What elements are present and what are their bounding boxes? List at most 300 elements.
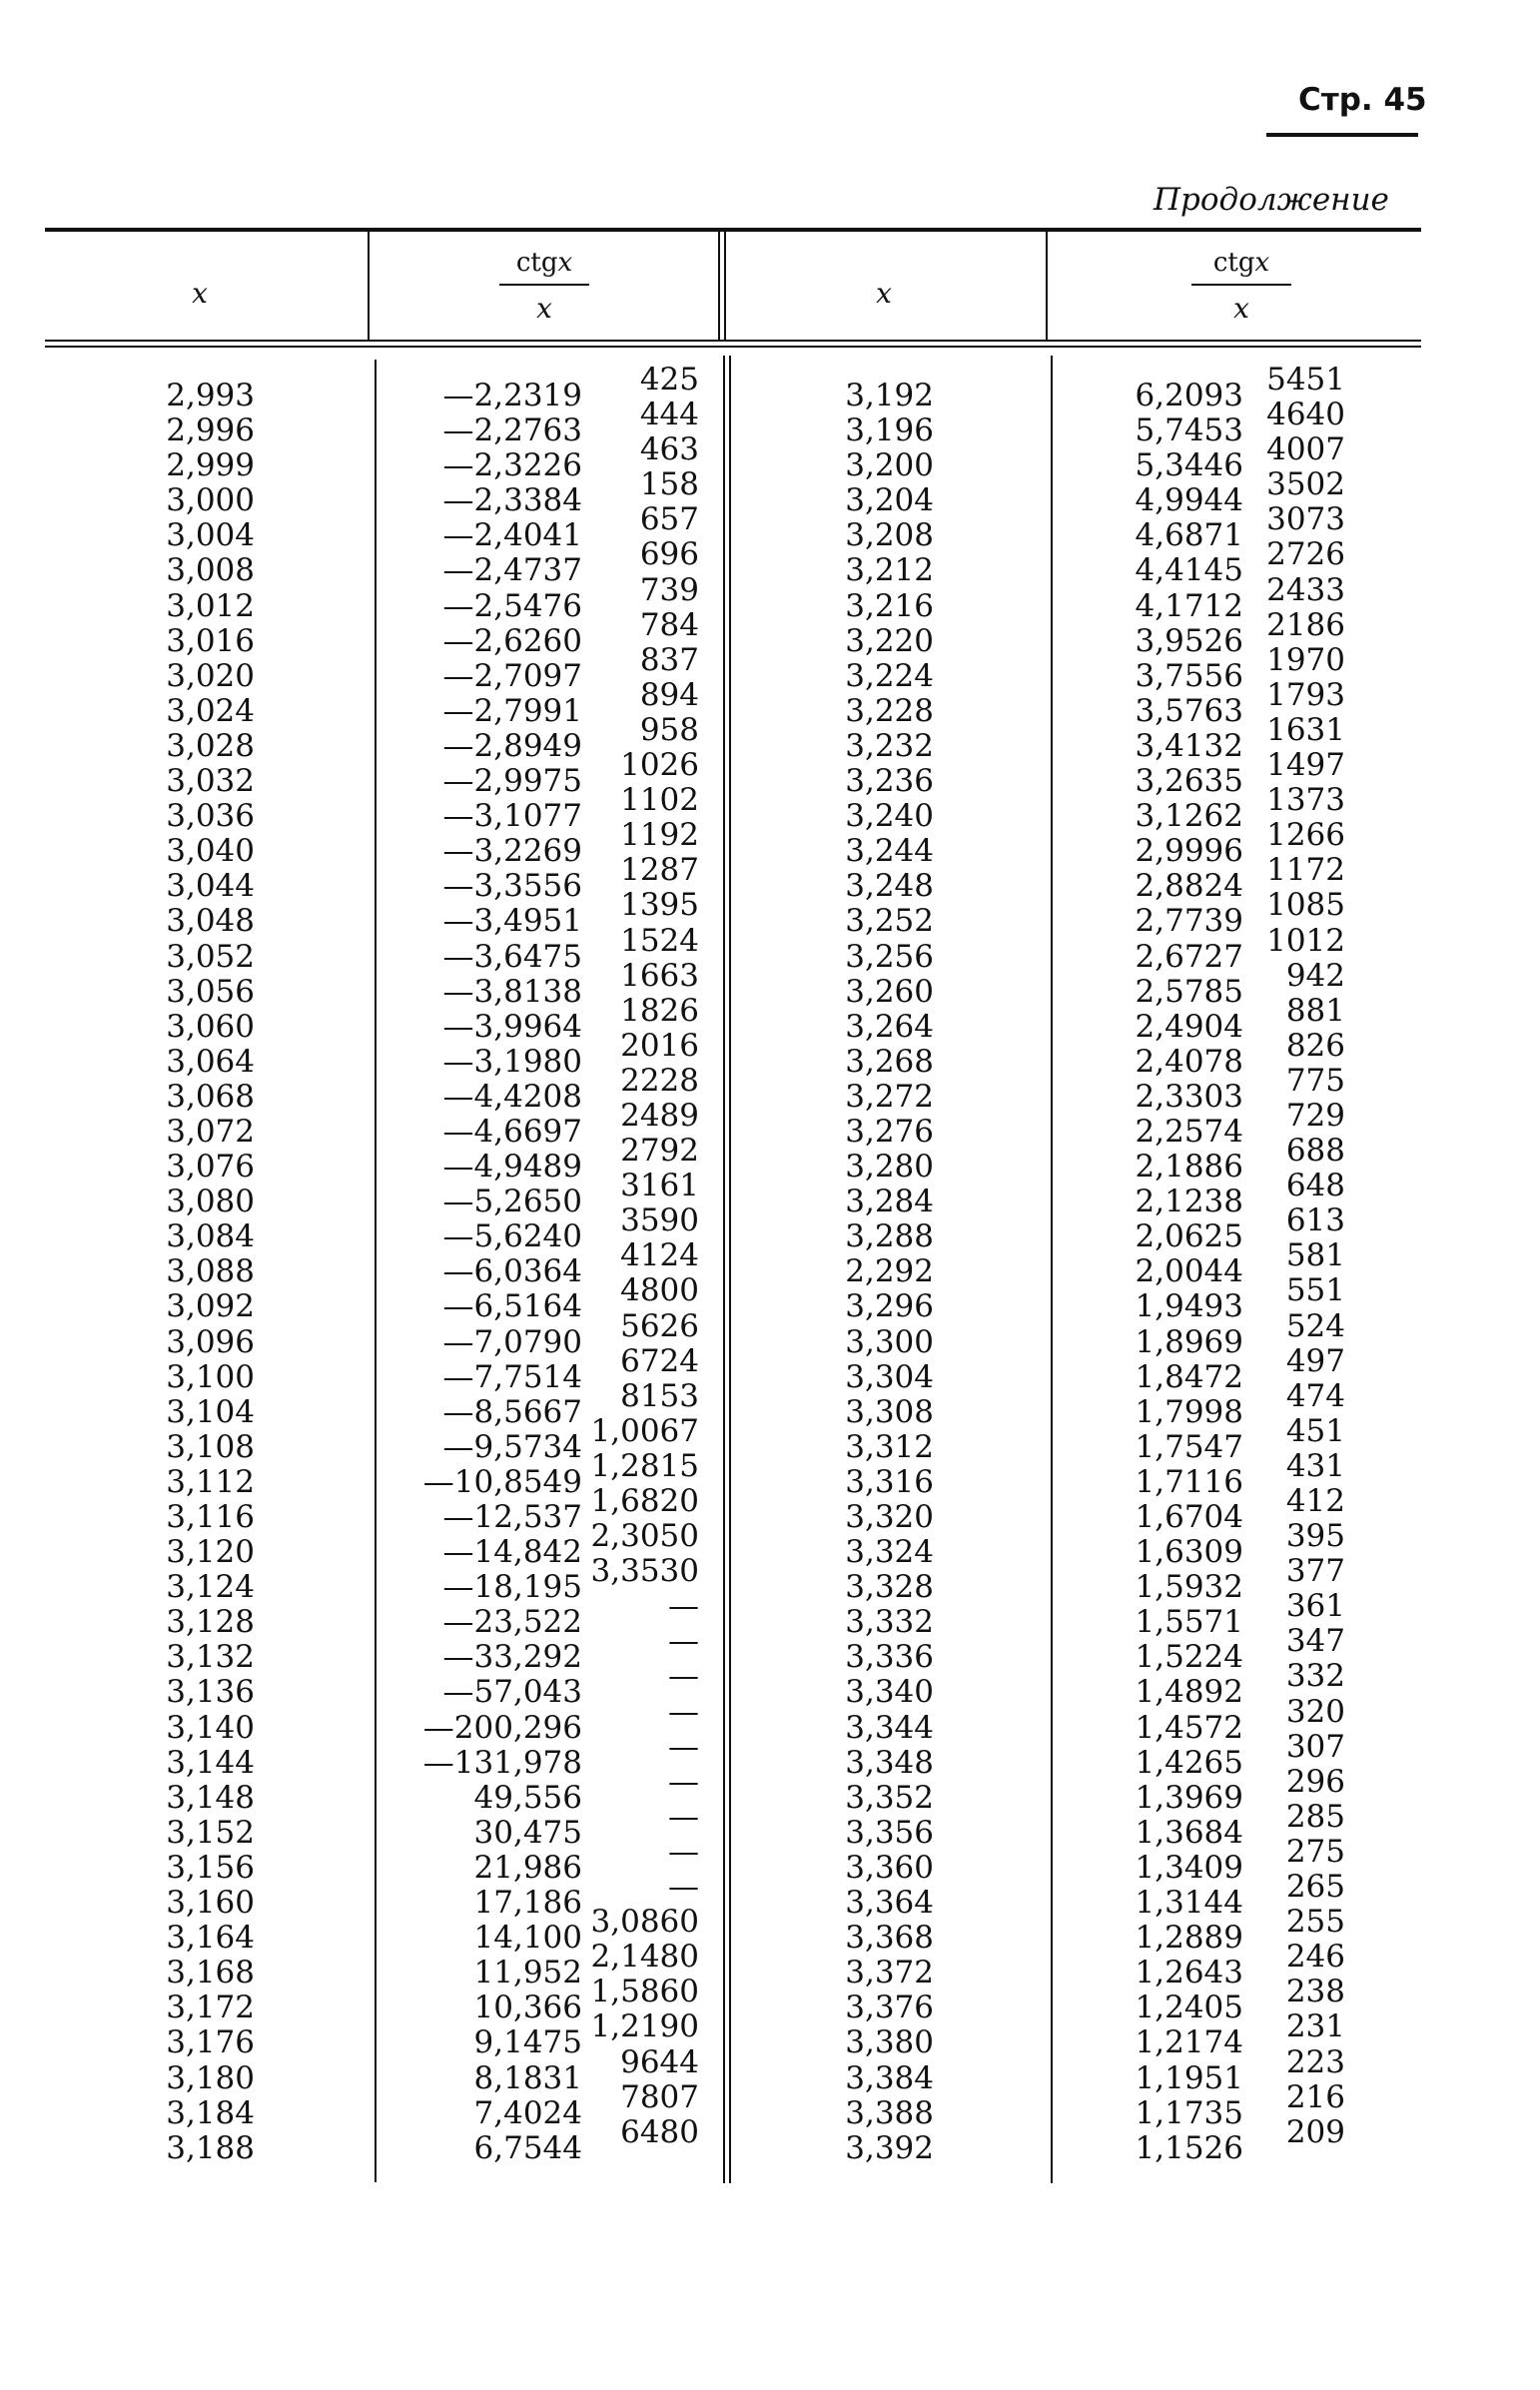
right-diff-cell: 275: [1285, 1833, 1345, 1870]
left-x-cell: 3,160: [166, 1885, 255, 1922]
right-x-cell: 3,276: [845, 1113, 934, 1150]
right-ctg-cell: 1,6704: [1135, 1499, 1243, 1535]
right-x-cell: 3,304: [845, 1358, 934, 1395]
left-diff-cell: 1,6820: [590, 1483, 699, 1519]
right-diff-cell: 451: [1285, 1412, 1345, 1449]
right-ctg-cell: 2,5785: [1135, 973, 1243, 1010]
right-diff-cell: 216: [1285, 2078, 1345, 2115]
left-x-cell: 3,064: [166, 1043, 255, 1080]
right-x-cell: 3,196: [845, 412, 934, 449]
right-x-cell: 3,368: [845, 1920, 934, 1957]
right-ctg-cell: 3,2635: [1135, 763, 1243, 800]
left-diff-cell: 1826: [620, 992, 699, 1029]
left-diff-cell: 837: [639, 641, 699, 678]
left-diff-cell: 3590: [620, 1202, 699, 1239]
left-ctg-cell: —2,8949: [442, 727, 582, 764]
continued-label: Продолжение: [1154, 182, 1389, 218]
left-x-cell: 3,036: [166, 798, 255, 835]
left-x-cell: 3,032: [166, 763, 255, 800]
left-x-cell: 3,004: [166, 517, 255, 554]
right-diff-cell: 1012: [1266, 922, 1345, 959]
right-x-cell: 3,356: [845, 1814, 934, 1851]
right-x-cell: 3,264: [845, 1008, 934, 1045]
left-ctg-cell: —6,0364: [442, 1253, 582, 1290]
right-ctg-cell: 2,2574: [1135, 1113, 1243, 1150]
right-x-cell: 3,220: [845, 622, 934, 659]
left-x-cell: 3,068: [166, 1078, 255, 1115]
left-diff-cell: —: [668, 1798, 699, 1835]
right-ctg-cell: 4,4145: [1135, 552, 1243, 589]
right-x-cell: 3,380: [845, 2024, 934, 2061]
right-x-cell: 3,384: [845, 2059, 934, 2096]
right-x-cell: 3,308: [845, 1393, 934, 1430]
right-x-cell: 3,296: [845, 1288, 934, 1325]
right-x-cell: 3,376: [845, 1990, 934, 2026]
left-x-cell: 3,148: [166, 1779, 255, 1816]
left-x-cell: 3,152: [166, 1814, 255, 1851]
right-ctg-cell: 2,1238: [1135, 1184, 1243, 1220]
left-diff-cell: 158: [639, 466, 699, 503]
left-diff-cell: 3161: [620, 1168, 699, 1204]
left-x-cell: 3,120: [166, 1534, 255, 1571]
right-diff-cell: 1793: [1266, 676, 1345, 713]
right-x-cell: 3,328: [845, 1569, 934, 1606]
left-x-cell: 3,080: [166, 1184, 255, 1220]
left-diff-cell: —: [668, 1728, 699, 1765]
left-ctg-cell: 6,7544: [473, 2129, 582, 2166]
left-diff-cell: 1524: [620, 922, 699, 959]
right-diff-cell: 4007: [1266, 431, 1345, 468]
left-ctg-cell: —23,522: [442, 1604, 582, 1641]
right-diff-cell: 613: [1285, 1202, 1345, 1239]
left-ctg-cell: —2,5476: [442, 587, 582, 624]
left-diff-cell: 739: [639, 571, 699, 608]
left-ctg-cell: —3,8138: [442, 973, 582, 1010]
left-ctg-cell: 8,1831: [473, 2059, 582, 2096]
right-x-cell: 3,216: [845, 587, 934, 624]
right-ctg-cell: 2,0044: [1135, 1253, 1243, 1290]
left-x-cell: 3,164: [166, 1920, 255, 1957]
right-ctg-cell: 1,5932: [1135, 1569, 1243, 1606]
left-diff-cell: 958: [639, 711, 699, 748]
left-x-cell: 3,116: [166, 1499, 255, 1535]
header-ctg-right-var: x: [1254, 248, 1270, 278]
right-x-cell: 3,360: [845, 1849, 934, 1886]
right-ctg-cell: 1,2643: [1135, 1955, 1243, 1992]
divider-middle-b: [724, 232, 726, 340]
header-ctg-right-fn: ctg: [1212, 248, 1255, 278]
left-ctg-cell: —33,292: [442, 1639, 582, 1676]
right-diff-cell: 1497: [1266, 747, 1345, 784]
left-x-cell: 3,060: [166, 1008, 255, 1045]
left-x-cell: 3,108: [166, 1428, 255, 1465]
header-ctg-left-var: x: [557, 248, 573, 278]
right-ctg-cell: 4,6871: [1135, 517, 1243, 554]
left-diff-cell: —: [668, 1693, 699, 1730]
left-diff-cell: 1,2815: [590, 1447, 699, 1484]
left-ctg-cell: 49,556: [473, 1779, 582, 1816]
left-x-cell: 3,096: [166, 1323, 255, 1360]
right-ctg-cell: 2,1886: [1135, 1149, 1243, 1186]
left-x-cell: 3,128: [166, 1604, 255, 1641]
left-diff-cell: 9644: [620, 2043, 699, 2080]
right-ctg-cell: 1,9493: [1135, 1288, 1243, 1325]
right-diff-cell: 1172: [1266, 852, 1345, 889]
right-x-cell: 3,232: [845, 727, 934, 764]
right-x-cell: 3,348: [845, 1744, 934, 1781]
right-ctg-cell: 2,8824: [1135, 868, 1243, 905]
right-diff-cell: 296: [1285, 1763, 1345, 1800]
left-diff-cell: 2,3050: [590, 1518, 699, 1555]
left-ctg-cell: 7,4024: [473, 2094, 582, 2131]
divider-right: [1046, 232, 1048, 340]
right-x-cell: 3,320: [845, 1499, 934, 1535]
right-ctg-cell: 4,1712: [1135, 587, 1243, 624]
left-ctg-cell: —3,3556: [442, 868, 582, 905]
right-ctg-cell: 1,2174: [1135, 2024, 1243, 2061]
right-diff-cell: 307: [1285, 1728, 1345, 1765]
right-diff-cell: 2186: [1266, 606, 1345, 643]
right-diff-cell: 729: [1285, 1097, 1345, 1134]
left-ctg-cell: —7,7514: [442, 1358, 582, 1395]
left-x-cell: 2,996: [166, 412, 255, 449]
right-ctg-cell: 1,3144: [1135, 1885, 1243, 1922]
right-x-cell: 3,284: [845, 1184, 934, 1220]
right-ctg-cell: 1,8969: [1135, 1323, 1243, 1360]
right-diff-cell: 320: [1285, 1693, 1345, 1730]
right-diff-cell: 3502: [1266, 466, 1345, 503]
divider-middle-a: [718, 232, 720, 340]
left-diff-cell: 1192: [620, 817, 699, 854]
right-diff-cell: 775: [1285, 1062, 1345, 1099]
left-ctg-cell: —131,978: [422, 1744, 582, 1781]
left-ctg-cell: —2,3384: [442, 482, 582, 519]
right-ctg-cell: 2,3303: [1135, 1078, 1243, 1115]
right-ctg-cell: 1,4265: [1135, 1744, 1243, 1781]
right-diff-cell: 3073: [1266, 501, 1345, 538]
right-ctg-cell: 1,1526: [1135, 2129, 1243, 2166]
left-diff-cell: 8153: [620, 1377, 699, 1414]
right-diff-cell: 648: [1285, 1168, 1345, 1204]
left-ctg-cell: —4,4208: [442, 1078, 582, 1115]
left-diff-cell: 2228: [620, 1062, 699, 1099]
left-ctg-cell: 10,366: [473, 1990, 582, 2026]
right-diff-cell: 1373: [1266, 782, 1345, 819]
right-diff-cell: 551: [1285, 1272, 1345, 1309]
header-fraction-line-left: [499, 284, 589, 286]
right-diff-cell: 431: [1285, 1447, 1345, 1484]
right-diff-cell: 474: [1285, 1377, 1345, 1414]
left-x-cell: 3,028: [166, 727, 255, 764]
right-diff-cell: 347: [1285, 1623, 1345, 1660]
left-x-cell: 3,124: [166, 1569, 255, 1606]
left-diff-cell: 2016: [620, 1027, 699, 1064]
right-x-cell: 3,388: [845, 2094, 934, 2131]
divider-middle-body-a: [723, 356, 725, 2183]
left-ctg-cell: —3,2269: [442, 833, 582, 870]
right-x-cell: 3,352: [845, 1779, 934, 1816]
left-ctg-cell: —8,5667: [442, 1393, 582, 1430]
header-ctg-left-fn: ctg: [515, 248, 558, 278]
left-diff-cell: 1287: [620, 852, 699, 889]
page-number-rule: [1266, 133, 1418, 137]
right-ctg-cell: 3,4132: [1135, 727, 1243, 764]
left-x-cell: 3,176: [166, 2024, 255, 2061]
right-x-cell: 3,224: [845, 657, 934, 694]
left-diff-cell: 425: [639, 362, 699, 398]
right-diff-cell: 524: [1285, 1307, 1345, 1344]
left-diff-cell: 3,3530: [590, 1553, 699, 1590]
right-diff-cell: 881: [1285, 992, 1345, 1029]
header-x-left: x: [192, 277, 208, 310]
right-diff-cell: 412: [1285, 1483, 1345, 1519]
right-x-cell: 3,392: [845, 2129, 934, 2166]
divider-middle-body-b: [729, 356, 731, 2183]
left-x-cell: 3,104: [166, 1393, 255, 1430]
left-x-cell: 3,084: [166, 1218, 255, 1255]
left-x-cell: 3,076: [166, 1149, 255, 1186]
right-diff-cell: 4640: [1266, 397, 1345, 433]
left-ctg-cell: 14,100: [473, 1920, 582, 1957]
right-x-cell: 3,208: [845, 517, 934, 554]
right-ctg-cell: 3,7556: [1135, 657, 1243, 694]
left-diff-cell: 463: [639, 431, 699, 468]
right-diff-cell: 1631: [1266, 711, 1345, 748]
left-diff-cell: 4124: [620, 1237, 699, 1274]
right-x-cell: 3,236: [845, 763, 934, 800]
left-x-cell: 3,056: [166, 973, 255, 1010]
right-x-cell: 3,268: [845, 1043, 934, 1080]
right-diff-cell: 581: [1285, 1237, 1345, 1274]
left-diff-cell: 894: [639, 676, 699, 713]
right-x-cell: 3,288: [845, 1218, 934, 1255]
right-ctg-cell: 1,7547: [1135, 1428, 1243, 1465]
right-x-cell: 3,244: [845, 833, 934, 870]
left-ctg-cell: —57,043: [442, 1674, 582, 1711]
header-bottom-rule-2: [45, 346, 1421, 348]
left-ctg-cell: —10,8549: [422, 1463, 582, 1500]
right-diff-cell: 285: [1285, 1798, 1345, 1835]
left-diff-cell: 3,0860: [590, 1904, 699, 1941]
left-ctg-column: [394, 379, 582, 2166]
right-diff-cell: 826: [1285, 1027, 1345, 1064]
header-ctg-left: [499, 248, 589, 278]
left-diff-cell: 784: [639, 606, 699, 643]
right-diff-cell: 265: [1285, 1869, 1345, 1906]
right-x-cell: 3,332: [845, 1604, 934, 1641]
left-x-cell: 3,132: [166, 1639, 255, 1676]
header-fraction-line-right: [1191, 284, 1291, 286]
divider-left-body: [375, 360, 377, 2182]
right-ctg-cell: 3,1262: [1135, 798, 1243, 835]
right-ctg-cell: 1,7116: [1135, 1463, 1243, 1500]
right-x-cell: 3,248: [845, 868, 934, 905]
left-ctg-cell: —5,6240: [442, 1218, 582, 1255]
right-ctg-cell: 1,2405: [1135, 1990, 1243, 2026]
divider-left: [368, 232, 370, 340]
left-x-cell: 3,044: [166, 868, 255, 905]
left-diff-cell: —: [668, 1588, 699, 1625]
right-x-cell: 3,240: [845, 798, 934, 835]
right-diff-cell: 377: [1285, 1553, 1345, 1590]
right-x-cell: 3,200: [845, 447, 934, 484]
right-diff-cell: 1970: [1266, 641, 1345, 678]
left-ctg-cell: —12,537: [442, 1499, 582, 1535]
left-ctg-cell: —4,9489: [442, 1149, 582, 1186]
right-ctg-cell: 6,2093: [1135, 378, 1243, 413]
left-ctg-cell: —3,6475: [442, 938, 582, 975]
right-x-cell: 3,256: [845, 938, 934, 975]
left-diff-cell: 1102: [620, 782, 699, 819]
left-ctg-cell: 9,1475: [473, 2024, 582, 2061]
left-ctg-cell: —14,842: [442, 1534, 582, 1571]
right-ctg-cell: 1,4572: [1135, 1709, 1243, 1746]
right-x-cell: 3,340: [845, 1674, 934, 1711]
left-diff-cell: —: [668, 1623, 699, 1660]
left-x-cell: 3,020: [166, 657, 255, 694]
right-x-cell: 3,280: [845, 1149, 934, 1186]
left-ctg-cell: —18,195: [442, 1569, 582, 1606]
left-ctg-cell: 21,986: [473, 1849, 582, 1886]
header-bottom-rule: [45, 340, 1421, 342]
right-x-cell: 3,324: [845, 1534, 934, 1571]
right-diff-cell: 361: [1285, 1588, 1345, 1625]
left-diff-cell: —: [668, 1833, 699, 1870]
right-diff-cell: 255: [1285, 1904, 1345, 1941]
left-diff-cell: 2792: [620, 1133, 699, 1170]
left-x-cell: 3,052: [166, 938, 255, 975]
right-diff-cell: 2726: [1266, 536, 1345, 573]
right-ctg-cell: 2,4078: [1135, 1043, 1243, 1080]
right-x-cell: 2,292: [845, 1253, 934, 1290]
right-diff-cell: 209: [1285, 2113, 1345, 2150]
left-ctg-cell: —3,9964: [442, 1008, 582, 1045]
right-x-cell: 3,312: [845, 1428, 934, 1465]
header-ctg-right: [1191, 248, 1291, 278]
right-diff-cell: 5451: [1266, 362, 1345, 398]
right-x-cell: 3,364: [845, 1885, 934, 1922]
left-diff-cell: 2,1480: [590, 1939, 699, 1976]
left-diff-cell: 1,5860: [590, 1974, 699, 2010]
left-x-cell: 3,072: [166, 1113, 255, 1150]
left-x-cell: 3,048: [166, 903, 255, 940]
right-x-cell: 3,212: [845, 552, 934, 589]
right-ctg-cell: 2,7739: [1135, 903, 1243, 940]
left-ctg-cell: —6,5164: [442, 1288, 582, 1325]
left-x-cell: 3,008: [166, 552, 255, 589]
left-x-cell: 3,140: [166, 1709, 255, 1746]
left-x-cell: 3,172: [166, 1990, 255, 2026]
left-x-column: [100, 379, 255, 2166]
left-x-cell: 3,024: [166, 692, 255, 729]
right-x-column: [779, 379, 934, 2166]
left-x-cell: 3,088: [166, 1253, 255, 1290]
right-diff-cell: 497: [1285, 1342, 1345, 1379]
right-diff-cell: 332: [1285, 1658, 1345, 1695]
right-diff-cell: 231: [1285, 2008, 1345, 2045]
right-ctg-cell: 2,6727: [1135, 938, 1243, 975]
left-x-cell: 3,000: [166, 482, 255, 519]
left-diff-cell: 657: [639, 501, 699, 538]
left-diff-cell: —: [668, 1658, 699, 1695]
left-ctg-cell: —3,1077: [442, 798, 582, 835]
left-diff-cell: 4800: [620, 1272, 699, 1309]
left-diff-cell: 1395: [620, 887, 699, 924]
right-x-cell: 3,260: [845, 973, 934, 1010]
right-ctg-cell: 2,9996: [1135, 833, 1243, 870]
right-ctg-cell: 1,5571: [1135, 1604, 1243, 1641]
left-ctg-cell: —2,7991: [442, 692, 582, 729]
right-ctg-cell: 1,7998: [1135, 1393, 1243, 1430]
right-x-cell: 3,228: [845, 692, 934, 729]
left-diff-cell: 444: [639, 397, 699, 433]
left-x-cell: 3,144: [166, 1744, 255, 1781]
left-diff-cell: 6724: [620, 1342, 699, 1379]
left-x-cell: 2,993: [166, 378, 255, 413]
right-ctg-cell: 3,9526: [1135, 622, 1243, 659]
left-diff-cell: 6480: [620, 2113, 699, 2150]
left-x-cell: 3,092: [166, 1288, 255, 1325]
left-x-cell: 3,168: [166, 1955, 255, 1992]
right-x-cell: 3,336: [845, 1639, 934, 1676]
right-ctg-cell: 2,0625: [1135, 1218, 1243, 1255]
divider-right-body: [1051, 356, 1053, 2183]
right-diff-cell: 395: [1285, 1518, 1345, 1555]
left-ctg-cell: 11,952: [473, 1955, 582, 1992]
right-x-cell: 3,372: [845, 1955, 934, 1992]
left-ctg-cell: —2,6260: [442, 622, 582, 659]
right-x-cell: 3,300: [845, 1323, 934, 1360]
left-diff-cell: 1026: [620, 747, 699, 784]
left-x-cell: 3,016: [166, 622, 255, 659]
left-ctg-cell: —3,1980: [442, 1043, 582, 1080]
right-diff-cell: 1266: [1266, 817, 1345, 854]
left-ctg-cell: 17,186: [473, 1885, 582, 1922]
left-ctg-cell: —4,6697: [442, 1113, 582, 1150]
right-diff-cell: 246: [1285, 1939, 1345, 1976]
left-x-cell: 3,012: [166, 587, 255, 624]
right-x-cell: 3,272: [845, 1078, 934, 1115]
left-diff-cell: 5626: [620, 1307, 699, 1344]
right-ctg-cell: 1,4892: [1135, 1674, 1243, 1711]
right-ctg-cell: 1,3684: [1135, 1814, 1243, 1851]
left-x-cell: 3,136: [166, 1674, 255, 1711]
left-ctg-cell: —2,4737: [442, 552, 582, 589]
right-ctg-cell: 1,8472: [1135, 1358, 1243, 1395]
left-diff-cell: 696: [639, 536, 699, 573]
left-diff-cell: —: [668, 1763, 699, 1800]
right-diff-cell: 688: [1285, 1133, 1345, 1170]
right-ctg-cell: 1,1735: [1135, 2094, 1243, 2131]
header-denom-right: x: [1233, 292, 1249, 325]
right-ctg-cell: 1,5224: [1135, 1639, 1243, 1676]
left-ctg-cell: —2,4041: [442, 517, 582, 554]
left-x-cell: 3,040: [166, 833, 255, 870]
right-ctg-cell: 5,7453: [1135, 412, 1243, 449]
right-ctg-column: [1084, 379, 1243, 2166]
left-diff-column: [584, 363, 699, 2150]
left-ctg-cell: —2,9975: [442, 763, 582, 800]
header-denom-left: x: [536, 292, 552, 325]
right-ctg-cell: 1,3409: [1135, 1849, 1243, 1886]
right-diff-column: [1250, 363, 1345, 2150]
left-ctg-cell: —2,2763: [442, 412, 582, 449]
left-x-cell: 3,188: [166, 2129, 255, 2166]
right-ctg-cell: 2,4904: [1135, 1008, 1243, 1045]
left-ctg-cell: 30,475: [473, 1814, 582, 1851]
right-ctg-cell: 1,1951: [1135, 2059, 1243, 2096]
left-diff-cell: 1,2190: [590, 2008, 699, 2045]
